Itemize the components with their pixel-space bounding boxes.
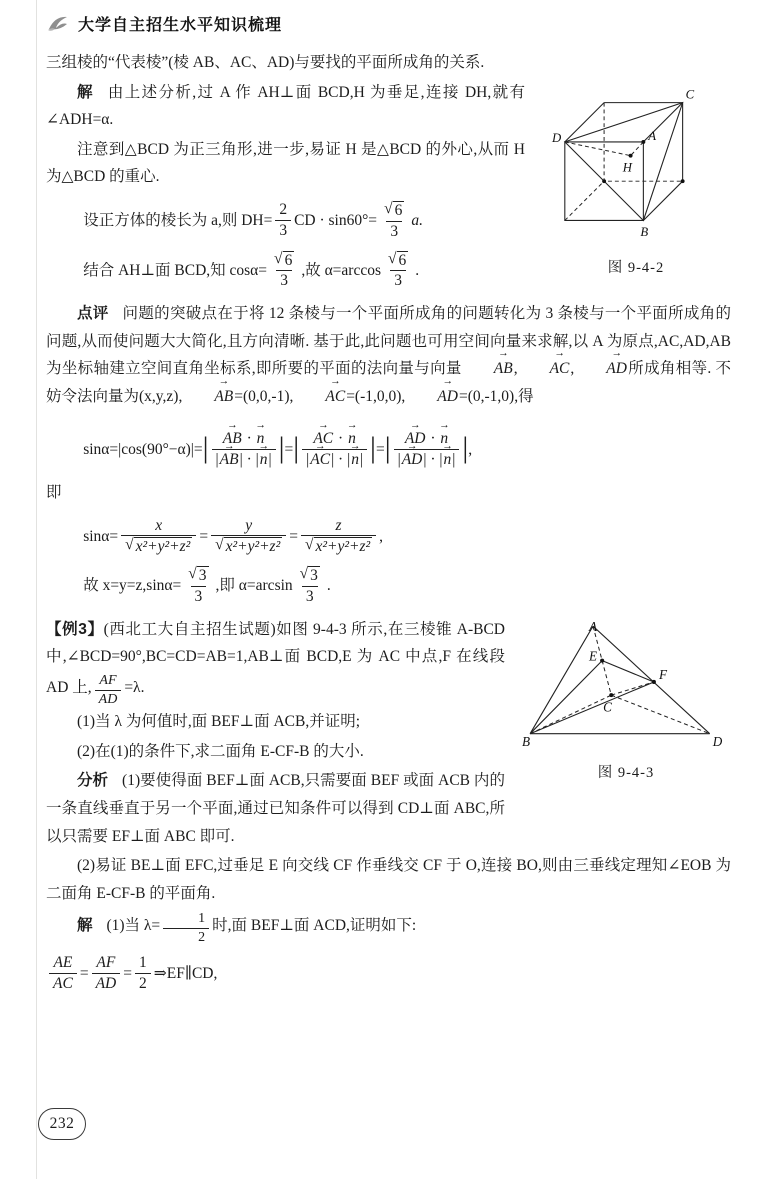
vertex-label-d: D (712, 733, 723, 749)
paragraph-intro: 三组棱的“代表棱”(棱 AB、AC、AD)与要找的平面所成角的关系. (46, 54, 485, 71)
abs-bar: | (293, 432, 300, 465)
denominator: 3 (275, 220, 291, 240)
square-root (274, 251, 294, 270)
paragraph-solution-2 (46, 909, 731, 944)
square-root (300, 566, 320, 585)
vertex-label-b: B (640, 224, 649, 239)
equation-text: ,即 α=arcsin (215, 577, 293, 595)
equals-sign: = (289, 527, 298, 545)
vertex-label-f: F (658, 666, 668, 682)
numerator: 1 (198, 911, 206, 927)
equation-vector-sine (46, 420, 731, 469)
fraction (211, 517, 286, 557)
radical-sign: √ (125, 536, 134, 554)
example-text: =λ. (124, 679, 145, 697)
denominator: AD (95, 690, 122, 708)
radical-sign: √ (304, 536, 314, 554)
fraction (135, 954, 151, 993)
comment-text: , (570, 360, 575, 378)
radical-sign: √ (299, 565, 309, 583)
fraction (301, 517, 376, 557)
fraction (212, 430, 276, 469)
equation-text: sinα=|cos(90°−α)|= (83, 441, 203, 459)
abs-bar: | (215, 451, 219, 469)
comment-text: =(-1,0,0), (346, 387, 406, 405)
fraction (121, 517, 196, 557)
solution-label: 解 (77, 83, 94, 101)
example-text: (西北工大自主招生试题)如图 9-4-3 所示,在三棱锥 A-BCD 中,∠BCD=90°,BC=CD=AB=1,AB⊥面 BCD,E 为 AC 中点,F 在线段 AD 上, (46, 620, 506, 697)
denominator: 2 (163, 928, 209, 946)
equation-text: 设正方体的棱长为 a,则 DH= (83, 212, 273, 230)
numerator: AE (53, 954, 73, 972)
equals-sign: = (123, 965, 132, 983)
vertex-label-e: E (588, 648, 598, 664)
radicand: 3 (310, 567, 318, 585)
abs-bar: | · | (423, 451, 443, 469)
abs-bar: | · | (331, 451, 351, 469)
abs-bar: | (359, 451, 364, 469)
square-root (388, 251, 408, 270)
solution-text: 由上述分析,过 A 作 AH⊥面 BCD,H 为垂足,连接 DH,就有∠ADH=α. (46, 83, 525, 129)
equals-sign: = (199, 527, 209, 545)
comment-text: , (513, 360, 518, 378)
paragraph-question-2: (2)在(1)的条件下,求二面角 E-CF-B 的大小. (77, 742, 364, 760)
abs-bar: | (397, 451, 401, 469)
figure-9-4-2 (541, 83, 731, 282)
vector-ac: → AC (293, 383, 346, 411)
radicand: 3 (198, 567, 207, 585)
numerator (184, 566, 212, 586)
radical-sign: √ (274, 249, 283, 267)
radical-sign: √ (384, 199, 393, 217)
numerator: z (335, 516, 342, 534)
equals-sign: = (284, 441, 294, 459)
page-header-title: 大学自主招生水平知识梳理 (78, 17, 283, 34)
vertex-label-a: A (648, 128, 657, 143)
equation-cos (46, 251, 525, 291)
radical-sign: √ (215, 536, 224, 554)
dot-operator: · (426, 430, 440, 448)
comment-text: =(0,-1,0),得 (458, 387, 534, 405)
numerator (270, 251, 298, 271)
vertex-label-d: D (552, 130, 562, 145)
equals-sign: = (375, 441, 385, 459)
abs-bar: | (202, 432, 209, 465)
denominator: 2 (135, 973, 151, 993)
numerator: 2 (279, 201, 288, 219)
vector-ad: → AD (405, 383, 459, 411)
numerator: 1 (138, 954, 147, 972)
abs-bar: | (452, 451, 456, 469)
denominator: 3 (302, 586, 318, 606)
equation-text: ⇒EF∥CD, (153, 965, 218, 983)
vector-n: → n (256, 430, 266, 448)
paragraph-analysis-2: (2)易证 BE⊥面 EFC,过垂足 E 向交线 CF 作垂线交 CF 于 O,连接 BO,则由三垂线定理知∠EOB 为二面角 E-CF-B 的平面角. (46, 857, 731, 902)
denominator: AD (92, 973, 121, 993)
paragraph-note: 注意到△BCD 为正三角形,进一步,易证 H 是△BCD 的外心,从而 H 为△BCD 的重心. (46, 140, 525, 186)
vector-n: → n (347, 430, 357, 448)
comment-text: =(0,0,-1), (234, 387, 294, 405)
denominator (211, 535, 286, 556)
vertex-label-h: H (622, 159, 632, 174)
equals-sign: = (79, 965, 89, 983)
abs-bar: | (306, 451, 310, 469)
vector-ac: → AC (518, 355, 571, 383)
dot-operator: · (242, 430, 256, 448)
figure-9-4-3 (521, 620, 731, 787)
denominator: 3 (276, 270, 292, 290)
solution-text: (1)当 λ= (106, 917, 161, 935)
numerator: AF (99, 673, 117, 689)
equation-text: a. (411, 212, 423, 230)
equation-text: 故 x=y=z,sinα= (83, 577, 182, 595)
radicand: 6 (398, 251, 407, 269)
numerator (296, 566, 324, 586)
equation-text: . (326, 577, 331, 595)
equation-text: 结合 AH⊥面 BCD,知 cosα= (83, 261, 268, 279)
fraction (49, 954, 77, 993)
paragraph-question-1: (1)当 λ 为何值时,面 BEF⊥面 ACB,并证明; (77, 713, 361, 731)
square-root (384, 201, 404, 220)
fraction (302, 430, 367, 469)
analysis-text: (1)要使得面 BEF⊥面 ACB,只需要面 BEF 或面 ACB 内的一条直线垂直于另一个平面,通过已知条件可以得到 CD⊥面 ABC,所以只需要 EF⊥面 ABC 即可. (46, 772, 505, 845)
abs-bar: | (462, 432, 469, 465)
page-content (0, 41, 775, 993)
fraction (384, 251, 412, 291)
vector-ab: → AB (182, 383, 234, 411)
fraction (296, 566, 324, 606)
numerator (384, 251, 412, 271)
vector-ab: → AB (462, 355, 514, 383)
radicand: x²+y²+z² (315, 538, 371, 556)
equation-text: ,故 α=arccos (301, 261, 382, 279)
fraction (163, 911, 209, 946)
page-edge-line (36, 0, 37, 1179)
vertex-label-c: C (603, 699, 612, 715)
vector-ac: → AC (312, 430, 334, 448)
abs-bar: | (370, 432, 376, 465)
radicand: x²+y²+z² (135, 538, 191, 556)
fraction (270, 251, 298, 291)
abs-bar: | (384, 432, 391, 465)
vector-n: → n (259, 451, 269, 469)
vector-ad: → AD (401, 451, 424, 469)
vector-ac: → AC (309, 451, 331, 469)
square-root (305, 537, 372, 556)
equation-text: . (415, 261, 420, 279)
abs-bar: | (268, 451, 272, 469)
publisher-logo-icon (46, 14, 70, 34)
radicand: 6 (284, 251, 293, 269)
cube-diagram (547, 83, 725, 245)
vertex-label-b: B (522, 733, 531, 749)
equation-xyz (46, 517, 731, 557)
equation-dh (46, 201, 525, 241)
paragraph-ji: 即 (46, 484, 62, 502)
fraction (275, 201, 291, 240)
numerator: x (155, 516, 163, 534)
vector-ab: → AB (222, 430, 243, 448)
square-root (125, 537, 192, 556)
radicand: x²+y²+z² (225, 538, 281, 556)
fraction (95, 673, 122, 708)
example-tag: 【例3】 (46, 620, 104, 638)
tetrahedron-diagram (522, 620, 730, 750)
abs-bar: | · | (239, 451, 259, 469)
fraction (184, 566, 212, 606)
radicand: 6 (394, 201, 403, 219)
paragraph-comment (46, 300, 731, 410)
analysis-label: 分析 (77, 772, 109, 790)
denominator (121, 535, 196, 556)
equation-text: , (468, 441, 473, 459)
equation-ef (46, 954, 731, 993)
denominator (394, 449, 460, 469)
page-number: 232 (38, 1108, 86, 1140)
radical-sign: √ (188, 565, 197, 583)
denominator (301, 535, 376, 556)
square-root (188, 566, 208, 585)
abs-bar: | (278, 432, 285, 465)
vertex-label-c: C (685, 87, 695, 102)
fraction (92, 954, 121, 993)
denominator: 3 (386, 221, 402, 241)
vector-ab: → AB (219, 451, 240, 469)
denominator: AC (49, 973, 77, 993)
numerator: AF (96, 954, 116, 972)
comment-text: 问题的突破点在于将 12 条棱与一个平面所成角的问题转化为 3 条棱与一个平面所成角的问题,从而使问题大大简化,且方向清晰. 基于此,此问题也可用空间向量来求解,以 A 为原点,AC,AD,AB 为坐标轴建立空间直角坐标系,即所要的平面的法向量与向量 (46, 305, 731, 378)
vector-ad: → AD (404, 430, 427, 448)
denominator (212, 449, 276, 469)
figure-caption: 图 9-4-3 (597, 765, 655, 782)
dot-operator: · (334, 430, 348, 448)
vector-n: → n (439, 430, 449, 448)
figure-caption: 图 9-4-2 (607, 260, 665, 277)
equation-text: sinα= (83, 527, 119, 545)
vector-n: → n (443, 451, 453, 469)
equation-text: , (379, 527, 384, 545)
denominator (302, 449, 367, 469)
fraction (380, 201, 408, 241)
numerator: y (245, 516, 253, 534)
numerator (380, 201, 408, 221)
solution-label: 解 (77, 917, 93, 935)
square-root (215, 537, 282, 556)
radical-sign: √ (388, 249, 397, 267)
fraction (394, 430, 460, 469)
denominator: 3 (390, 270, 406, 290)
equation-final (46, 566, 731, 606)
solution-text: 时,面 BEF⊥面 ACD,证明如下: (212, 917, 417, 935)
page-header (0, 0, 775, 41)
vector-ad: → AD (574, 355, 628, 383)
comment-text: 所成角相等. 不妨令法向量为(x,y,z), (46, 360, 731, 405)
comment-label: 点评 (77, 305, 109, 323)
vector-n: → n (350, 451, 360, 469)
denominator: 3 (191, 586, 207, 606)
vertex-label-a: A (588, 619, 598, 635)
equation-text: CD · sin60°= (294, 212, 378, 230)
